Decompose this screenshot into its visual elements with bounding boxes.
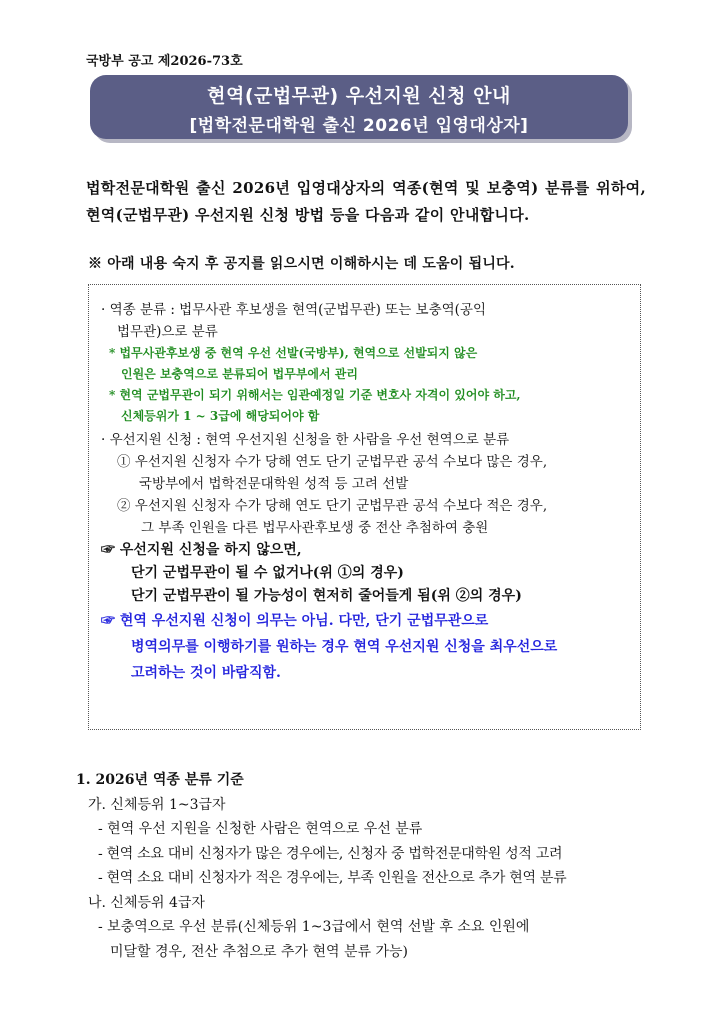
section-1a-title: 가. 신체등위 1~3급자 — [88, 796, 226, 813]
section-1b-title: 나. 신체등위 4급자 — [88, 894, 205, 911]
item2-line: · 우선지원 신청 : 현역 우선지원 신청을 한 사람을 우선 현역으로 분류 — [101, 432, 510, 448]
advice-line2: 병역의무를 이행하기를 원하는 경우 현역 우선지원 신청을 최우선으로 — [131, 639, 558, 655]
title-line1: 현역(군법무관) 우선지원 신청 안내 — [207, 85, 511, 107]
advice-line1: ☞ 현역 우선지원 신청이 의무는 아님. 다만, 단기 군법무관으로 — [101, 613, 489, 629]
advice-line3: 고려하는 것이 바람직함. — [131, 665, 281, 681]
section-1 — [76, 768, 666, 964]
reading-note: ※ 아래 내용 숙지 후 공지를 읽으시면 이해하시는 데 도움이 됩니다. — [88, 256, 515, 272]
warning-line2: 단기 군법무관이 될 수 없거나(위 ①의 경우) — [131, 565, 404, 581]
section-1-heading: 1. 2026년 역종 분류 기준 — [76, 772, 244, 788]
warning-line3: 단기 군법무관이 될 가능성이 현저히 줄어들게 됨(위 ②의 경우) — [131, 588, 522, 604]
intro-paragraph: 법학전문대학원 출신 2026년 입영대상자의 역종(현역 및 보충역) 분류를 위하여, 현역(군법무관) 우선지원 신청 방법 등을 다음과 같이 안내합니다. — [86, 179, 646, 224]
case2-line1: ② 우선지원 신청자 수가 당해 연도 단기 군법무관 공석 수보다 적은 경우, — [117, 498, 548, 514]
warning-line1: ☞ 우선지원 신청을 하지 않으면, — [101, 542, 302, 558]
green-note1-line1: * 법무사관후보생 중 현역 우선 선발(국방부), 현역으로 선발되지 않은 — [109, 346, 478, 360]
summary-box — [88, 284, 641, 730]
case1-line2: 국방부에서 법학전문대학원 성적 등 고려 선발 — [139, 476, 409, 492]
green-note1-line2: 인원은 보충역으로 분류되어 법무부에서 관리 — [121, 367, 358, 381]
item1-line1: · 역종 분류 : 법무사관 후보생을 현역(군법무관) 또는 보충역(공익 — [101, 302, 486, 318]
section-1b-item1-line1: - 보충역으로 우선 분류(신체등위 1~3급에서 현역 선발 후 소요 인원에 — [98, 919, 530, 935]
section-1b-item1-line2: 미달할 경우, 전산 추첨으로 추가 현역 분류 가능) — [110, 943, 409, 960]
section-1a-item2: - 현역 소요 대비 신청자가 많은 경우에는, 신청자 중 법학전문대학원 성적 고려 — [98, 845, 563, 862]
notice-number: 국방부 공고 제2026-73호 — [86, 54, 243, 69]
title-banner — [90, 75, 628, 139]
section-1a-item1: - 현역 우선 지원을 신청한 사람은 현역으로 우선 분류 — [98, 821, 423, 837]
title-line2: [법학전문대학원 출신 2026년 입영대상자] — [189, 116, 529, 136]
case2-line2: 그 부족 인원을 다른 법무사관후보생 중 전산 추첨하여 충원 — [141, 520, 489, 536]
section-1a-item3: - 현역 소요 대비 신청자가 적은 경우에는, 부족 인원을 전산으로 추가 현역 분류 — [98, 870, 567, 886]
item1-line2: 법무관)으로 분류 — [117, 324, 218, 340]
green-note2-line2: 신체등위가 1 ~ 3급에 해당되어야 함 — [121, 409, 320, 423]
green-note2-line1: * 현역 군법무관이 되기 위해서는 임관예정일 기준 변호사 자격이 있어야 하고, — [109, 388, 521, 402]
case1-line1: ① 우선지원 신청자 수가 당해 연도 단기 군법무관 공석 수보다 많은 경우, — [117, 454, 548, 470]
